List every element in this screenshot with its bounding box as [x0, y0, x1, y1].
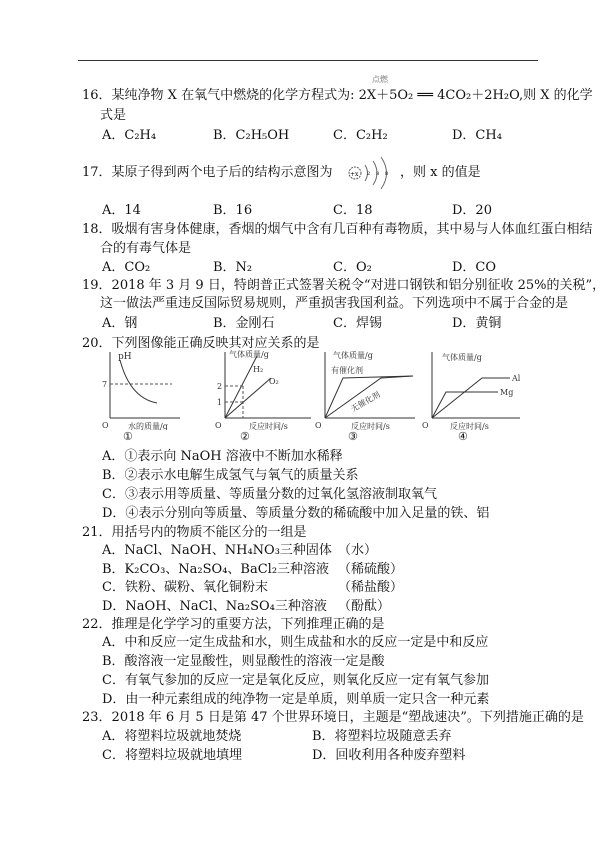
series-label-mg: Mg	[500, 388, 514, 397]
q19-option-a: A．钢	[102, 316, 138, 331]
q21-option-c: C．铁粉、碳粉、氧化铜粉末	[102, 580, 268, 595]
q20-option-c: C．③表示用等质量、等质量分数的过氧化氢溶液制取氧气	[102, 487, 437, 502]
y-tick: 7	[102, 380, 108, 389]
q21-stem	[82, 525, 307, 541]
q16-option-b: B．C₂H₅OH	[213, 128, 290, 143]
q21-reagent-d: （酚酞）	[338, 599, 391, 614]
chart-2-caption: ②	[240, 430, 250, 443]
q18-option-a: A．CO₂	[102, 260, 151, 275]
x-label: 反应时间/s	[450, 422, 489, 430]
chart-1-caption: ①	[123, 430, 133, 443]
q19-stem	[82, 278, 605, 294]
q16-stem-2: 式是	[100, 108, 127, 123]
q18-stem-1: 吸烟有害身体健康，香烟的烟气中含有几百种有毒物质，其中易与人体血红蛋白相结	[111, 222, 593, 237]
q22-stem-1: 推理是化学学习的重要方法，下列推理正确的是	[111, 617, 385, 632]
y-label: 气体质量/g	[333, 351, 373, 360]
q20-option-b: B．②表示水电解生成氢气与氧气的质量关系	[102, 468, 359, 483]
q16-option-c: C．C₂H₂	[333, 128, 388, 143]
chart-4	[420, 348, 530, 430]
q18-number: 18．	[82, 222, 112, 237]
q23-option-c: C．将塑料垃圾就地填埋	[102, 748, 242, 763]
q22-option-a: A．中和反应一定生成盐和水，则生成盐和水的反应一定是中和反应	[102, 635, 489, 650]
q16-stem	[82, 88, 593, 104]
q20-stem-1: 下列图像能正确反映其对应关系的是	[111, 336, 320, 351]
chart-2	[213, 348, 313, 430]
q21-option-a: A．NaCl、NaOH、NH₄NO₃三种固体	[102, 543, 332, 558]
q19-number: 19．	[82, 278, 112, 293]
q16-option-a: A．C₂H₄	[102, 128, 157, 143]
nucleus-label: +x	[350, 171, 359, 178]
q16-number: 16．	[82, 88, 112, 103]
header-rule	[78, 60, 538, 61]
q18-stem-2: 合的有毒气体是	[100, 241, 192, 256]
q17-option-a: A．14	[102, 203, 141, 218]
q18-stem	[82, 222, 593, 238]
q16-stem-1: 某纯净物 X 在氧气中燃烧的化学方程式为: 2X＋5O₂ ══ 4CO₂＋2H₂O,则 X 的化学	[111, 88, 593, 103]
q19-option-d: D．黄铜	[452, 316, 502, 331]
q21-number: 21．	[82, 525, 112, 540]
x-label: 反应时间/s	[351, 422, 390, 430]
q22-option-d: D．由一种元素组成的纯净物一定是单质，则单质一定只含一种元素	[102, 692, 490, 707]
q23-number: 23．	[82, 710, 112, 725]
q23-stem	[82, 710, 584, 726]
q19-stem-1: 2018 年 3 月 9 日，特朗普正式签署关税令“对进口钢铁和铝分别征收 25%的关税”，	[111, 278, 606, 293]
shell-2-label: 8	[376, 171, 380, 177]
q19-option-c: C．焊锡	[333, 316, 382, 331]
q23-option-d: D．回收利用各种废弃塑料	[312, 748, 466, 763]
q22-option-b: B．酸溶液一定显酸性，则显酸性的溶液一定是酸	[102, 654, 385, 669]
q16-condition: 点燃	[372, 75, 388, 84]
ph-curve	[120, 360, 157, 403]
q16-option-d: D．CH₄	[452, 128, 502, 143]
q18-option-b: B．N₂	[213, 260, 253, 275]
shell-1-label: 2	[367, 171, 371, 177]
series-label-h2: H₂	[253, 365, 264, 374]
q21-option-b: B．K₂CO₃、Na₂SO₄、BaCl₂三种溶液	[102, 562, 330, 577]
q21-reagent-c: （稀盐酸）	[338, 580, 404, 595]
q17-option-d: D．20	[452, 203, 492, 218]
q22-number: 22．	[82, 617, 112, 632]
x-label: 水的质量/g	[128, 422, 168, 430]
q20-option-d: D．④表示分别向等质量、等质量分数的稀硫酸中加入足量的铁、铝	[102, 506, 490, 521]
series-label-catalyst: 有催化剂	[331, 366, 363, 375]
q23-stem-1: 2018 年 6 月 5 日是第 47 个世界环境日，主题是“塑战速决”。下列措施正确的是	[111, 710, 584, 725]
chart-4-caption: ④	[458, 430, 468, 443]
x-label: 反应时间/s	[249, 422, 288, 430]
series-o2-line	[225, 378, 271, 418]
q19-option-b: B．金刚石	[213, 316, 275, 331]
q17-number: 17．	[82, 165, 112, 180]
q22-stem	[82, 617, 385, 633]
atom-structure-diagram	[345, 153, 397, 193]
q17-stem-1: 某原子得到两个电子后的结构示意图为	[111, 165, 333, 180]
y-label: 气体质量/g	[442, 353, 482, 362]
chart-1	[102, 348, 182, 430]
series-label-al: Al	[512, 374, 521, 383]
y-tick-2: 2	[217, 382, 223, 391]
series-al-line	[432, 378, 510, 418]
chart-3-caption: ③	[348, 430, 358, 443]
chart-3	[313, 348, 418, 430]
q18-option-d: D．CO	[452, 260, 497, 275]
q23-option-b: B．将塑料垃圾随意丢弃	[312, 729, 452, 744]
q22-option-c: C．有氧气参加的反应一定是氧化反应，则氧化反应一定有氧气参加	[102, 673, 489, 688]
y-tick-1: 1	[217, 398, 223, 407]
q21-reagent-b: （稀硫酸）	[338, 562, 404, 577]
y-label: 气体质量/g	[229, 350, 269, 359]
q18-option-c: C．O₂	[333, 260, 372, 275]
q19-stem-2: 这一做法严重违反国际贸易规则，严重损害我国利益。下列选项中不属于合金的是	[100, 296, 569, 311]
series-label-no-catalyst: 无催化剂	[349, 389, 382, 414]
q21-option-d: D．NaOH、NaCl、Na₂SO₄三种溶液	[102, 599, 327, 614]
q17-option-c: C．18	[333, 203, 373, 218]
origin-label: O	[102, 421, 109, 430]
q23-option-a: A．将塑料垃圾就地焚烧	[102, 729, 242, 744]
shell-3-label: 8	[385, 171, 389, 177]
origin-label: O	[215, 421, 222, 430]
q20-number: 20．	[82, 336, 112, 351]
q17-stem	[82, 165, 333, 181]
q17-option-b: B．16	[213, 203, 253, 218]
q17-stem-2: ，则 x 的值是	[400, 165, 481, 180]
q21-reagent-a: （水）	[338, 543, 378, 558]
q21-stem-1: 用括号内的物质不能区分的一组是	[111, 525, 307, 540]
origin-label: O	[422, 421, 429, 430]
y-label: pH	[118, 352, 132, 362]
q20-option-a: A．①表示向 NaOH 溶液中不断加水稀释	[102, 449, 343, 464]
series-label-o2: O₂	[269, 377, 279, 386]
series-mg-line	[432, 392, 498, 418]
origin-label: O	[315, 421, 322, 430]
